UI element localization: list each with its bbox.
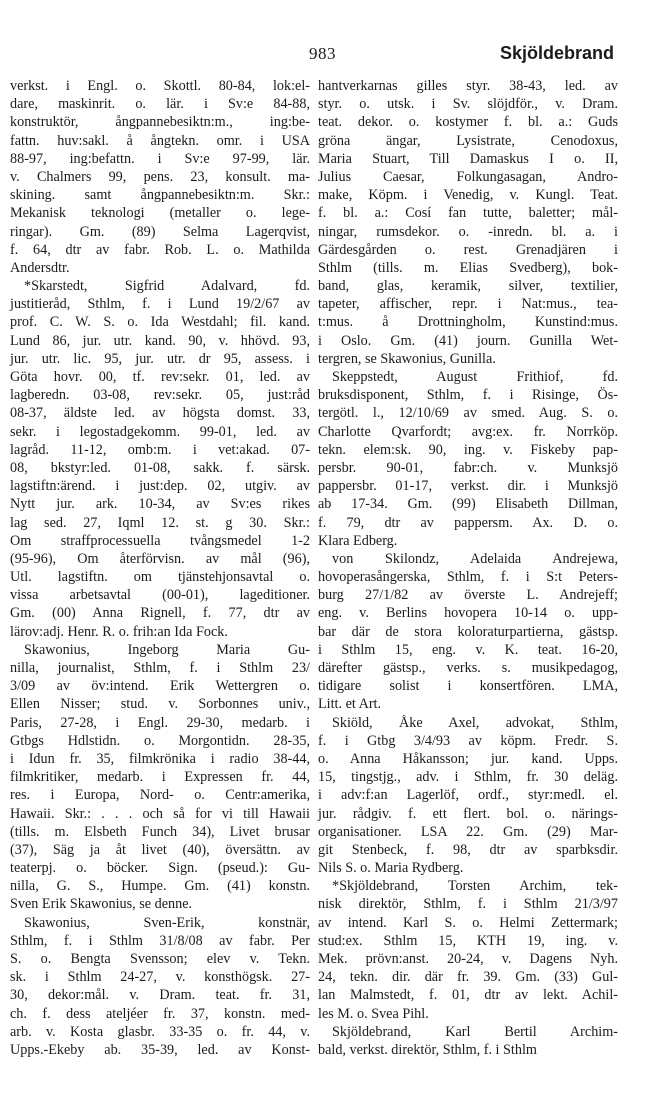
text-line: lagberedn. 03-08, rev:sekr. 05, just:råd [10, 387, 310, 404]
text-line: v. Chalmers 99, pens. 23, konsult. ma- [10, 168, 310, 185]
text-line: därefter gästsp., verks. s. musikpedagog, [318, 660, 618, 676]
text-line: tergötl. l., 12/10/69 av smed. Aug. S. o. [318, 405, 618, 422]
entry-heading-line: Skawonius, Sven-Erik, konstnär, [24, 914, 310, 931]
text-line: f. bl. a.: Cosí fan tutte, baletter; mål- [318, 205, 618, 222]
entry-heading-line: Skawonius, Ingeborg Maria Gu- [24, 641, 310, 658]
entry-heading-line: *Skarstedt, Sigfrid Adalvard, fd. [24, 278, 310, 295]
text-line: skining. samt ångpannebesiktn:m. Skr.: [10, 187, 310, 204]
text-line: filmkritiker, medarb. i Expressen fr. 44, [10, 769, 310, 786]
text-line: res. i Europa, Nord- o. Centr:amerika, [10, 787, 310, 804]
text-line: bruksdisponent, Sthlm, f. i Risinge, Ös- [318, 387, 618, 404]
text-line: persbr. 90-01, fabr:ch. v. Munksjö [318, 459, 618, 476]
text-line: git Stenbeck, f. 98, dtr av sparbksdir. [318, 841, 618, 858]
text-line: Charlotte Qvarfordt; avg:ex. fr. Norrköp. [318, 423, 618, 440]
text-line: dare, maskinrit. o. lär. i Sv:e 84-88, [10, 96, 310, 113]
text-line: ringar). Gm. (89) Selma Lagerqvist, [10, 223, 310, 240]
text-line: fattn. huv:sakl. å ångtekn. omr. i USA [10, 132, 310, 149]
text-line: Sthlm, f. i Sthlm 31/8/08 av fabr. Per [10, 932, 310, 949]
text-line: sk. i Sthlm 24-27, v. konsthögsk. 27- [10, 969, 310, 986]
text-line: t:mus. å Drottningholm, Kunstind:mus. [318, 314, 618, 331]
running-head: Skjöldebrand [499, 43, 614, 63]
text-line: f. 79, dtr av pappersm. Ax. D. o. [318, 514, 618, 531]
text-line: (37), Säg ja åt livet (40), översättn. av [10, 841, 310, 858]
text-line: tidigare solist i konsertfören. LMA, [318, 678, 618, 695]
text-line: Paris, 27-28, i Engl. 29-30, medarb. i [10, 714, 310, 731]
text-line: f. i Gtbg 3/4/93 av köpm. Fredr. S. [318, 732, 618, 749]
text-line: band, glas, keramik, silver, textilier, [318, 278, 618, 295]
text-line: Klara Edberg. [318, 532, 398, 549]
text-line: lagstiftn:ärend. i just:dep. 02, utgiv. av [10, 478, 310, 495]
text-line: teat. dekor. o. kostymer f. bl. a.: Guds [318, 114, 618, 131]
text-line: Gm. (00) Anna Rignell, f. 77, dtr av [10, 605, 310, 622]
text-line: justitieråd, Sthlm, f. i Lund 19/2/67 av [10, 296, 310, 313]
text-line: make, Köpm. i Venedig, v. Kungl. Teat. [318, 187, 618, 204]
text-line: 24, tekn. dir. där fr. 39. Gm. (33) Gul- [318, 969, 618, 986]
text-line: burg 27/1/82 av överste L. Andrejeff; [318, 587, 618, 604]
text-line: Lund 86, jur. utr. kand. 90, v. hhövd. 93, [10, 332, 310, 349]
text-line: Nytt jur. ark. 10-34, av Sv:es rikes [10, 496, 310, 513]
text-line: i Oslo. Gm. (41) journ. Gunilla Wet- [318, 332, 618, 349]
entry-heading-line: Skjöldebrand, Karl Bertil Archim- [332, 1023, 618, 1040]
text-line: Julius Caesar, Folkungasagan, Andro- [318, 168, 618, 185]
text-line: S. o. Bengta Svensson; elev v. Tekn. [10, 951, 310, 967]
text-line: teaterpj. o. böcker. Sign. (pseud.): Gu- [10, 860, 310, 877]
entry-heading-line: von Skilondz, Adelaida Andrejewa, [332, 550, 618, 567]
entry-heading-line: Skiöld, Åke Axel, advokat, Sthlm, [332, 714, 618, 731]
text-line: tapeter, affischer, repr. i Nat:mus., tea- [318, 296, 618, 313]
text-line: 30, dekor:mål. v. Dram. teat. fr. 31, [10, 987, 310, 1004]
text-line: lag sed. 27, Iqml 12. st. g 30. Skr.: [10, 514, 310, 531]
text-line: 08-37, äldste led. av högsta domst. 33, [10, 405, 310, 422]
text-line: Maria Stuart, Till Damaskus I o. II, [318, 150, 618, 167]
text-line: Sthlm (tills. m. Elias Svedberg), bok- [318, 259, 618, 276]
left-column [10, 77, 310, 1059]
text-line: les M. o. Svea Pihl. [318, 1005, 429, 1022]
text-line: lagråd. 11-12, omb:m. i vet:akad. 07- [10, 441, 310, 458]
text-line: nilla, journalist, Sthlm, f. i Sthlm 23/ [10, 660, 310, 676]
text-line: i Idun fr. 35, filmkrönika i radio 38-44, [10, 750, 310, 767]
text-line: f. 64, dtr av fabr. Rob. L. o. Mathilda [10, 241, 310, 258]
text-line: 3/09 av öv:intend. Erik Wettergren o. [10, 678, 310, 695]
text-line: Mekanisk teknologi (metaller o. lege- [10, 205, 310, 222]
text-line: konstruktör, ångpannebesiktn:m., ing:be- [10, 114, 310, 131]
text-line: bar där de stora koloraturpartierna, gästsp. [318, 623, 618, 640]
text-line: nisk direktör, Sthlm, f. i Sthlm 21/3/97 [318, 896, 618, 913]
text-line: vissa arbetsavtal (00-01), lageditioner. [10, 587, 310, 604]
text-line: jur. utr. lic. 95, jur. utr. dr 95, assess. i [10, 350, 310, 367]
text-line: Gtbgs Hdlstidn. o. Morgontidn. 28-35, [10, 732, 310, 749]
text-line: i adv:f:an Lagerlöf, ordf., styr:medl. el. [318, 787, 618, 804]
text-line: Utl. lagstiftn. om tjänstehjonsavtal o. [10, 569, 310, 586]
entry-heading-line: Skeppstedt, August Frithiof, fd. [332, 369, 618, 385]
text-line: (tills. m. Elsbeth Funch 34), Livet brusar [10, 823, 310, 840]
entry-heading-line: *Skjöldebrand, Torsten Archim, tek- [332, 878, 618, 895]
text-line: lärov:adj. Henr. R. o. frih:an Ida Fock. [10, 623, 228, 640]
page-number: 983 [309, 44, 336, 63]
text-line: styr. o. utsk. i Sv. slöjdför., v. Dram. [318, 96, 618, 113]
text-line: hantverkarnas gilles styr. 38-43, led. av [318, 78, 618, 94]
text-line: hovoperasångerska, Sthlm, f. i S:t Peters- [318, 569, 618, 586]
text-line: gröna ängar, Lysistrate, Cenodoxus, [318, 132, 618, 149]
text-line: ab 17-34. Gm. (99) Elisabeth Dillman, [318, 496, 618, 513]
text-line: organisationer. LSA 22. Gm. (29) Mar- [318, 823, 618, 840]
text-line: Nils S. o. Maria Rydberg. [318, 860, 464, 877]
text-line: tergren, se Skawonius, Gunilla. [318, 350, 496, 367]
text-line: Om straffprocessuella tvångsmedel 1-2 [10, 532, 310, 549]
text-line: jur. rådgiv. f. ett flert. bol. o. närings- [318, 805, 618, 822]
text-line: tekn. elem:sk. 90, ing. v. Fiskeby pap- [318, 441, 618, 458]
right-column [318, 77, 618, 1059]
text-line: 15, tingstjg., adv. i Sthlm, fr. 30 deläg. [318, 769, 618, 786]
text-line: ch. f. dess ateljéer fr. 37, konstn. med- [10, 1005, 310, 1022]
text-line: o. Anna Håkansson; jur. kand. Upps. [318, 750, 618, 767]
text-line: Ellen Nisser; stud. v. Sorbonnes univ., [10, 696, 310, 713]
text-line: Andersdtr. [10, 259, 70, 276]
text-line: (95-96), Om återförvisn. av mål (96), [10, 550, 310, 567]
text-line: stud:ex. Sthlm 15, KTH 19, ing. v. [318, 932, 618, 949]
text-line: prof. C. W. S. o. Ida Westdahl; fil. kand. [10, 314, 310, 331]
text-line: eng. v. Berlins hovopera 10-14 o. upp- [318, 605, 618, 622]
text-line: Mek. prövn:anst. 20-24, v. Dagens Nyh. [318, 951, 618, 967]
text-line: Upps.-Ekeby ab. 35-39, led. av Konst- [10, 1041, 310, 1058]
text-line: lan Malmstedt, f. 01, dtr av lekt. Achil- [318, 987, 618, 1004]
text-line: verkst. i Engl. o. Skottl. 80-84, lok:el- [10, 78, 310, 94]
text-line: av intend. Karl S. o. Helmi Zettermark; [318, 914, 618, 931]
text-line: 08, bkstyr:led. 01-08, sakk. f. särsk. [10, 459, 310, 476]
text-line: ningar, rumsdekor. o. -inredn. bl. a. i [318, 223, 618, 240]
text-line: Litt. et Art. [318, 696, 382, 713]
text-line: i Sthlm 15, eng. v. K. teat. 16-20, [318, 641, 618, 658]
text-line: Göta hovr. 00, tf. rev:sekr. 01, led. av [10, 369, 310, 385]
text-line: bald, verkst. direktör, Sthlm, f. i Sthlm [318, 1041, 537, 1058]
text-line: Gärdesgården o. rest. Grenadjären i [318, 241, 618, 258]
text-line: nilla, G. S., Humpe. Gm. (41) konstn. [10, 878, 310, 895]
text-line: arb. v. Kosta glasbr. 33-35 o. fr. 44, v. [10, 1023, 310, 1040]
text-line: pappersbr. 01-17, verkst. dir. i Munksjö [318, 478, 618, 495]
text-line: Sven Erik Skawonius, se denne. [10, 896, 193, 913]
text-line: Hawaii. Skr.: . . . och så for vi till Hawaii [10, 805, 310, 822]
text-line: sekr. i legostadgekomm. 99-01, led. av [10, 423, 310, 440]
text-line: 88-97, ing:befattn. i Sv:e 97-99, lär. [10, 150, 310, 167]
